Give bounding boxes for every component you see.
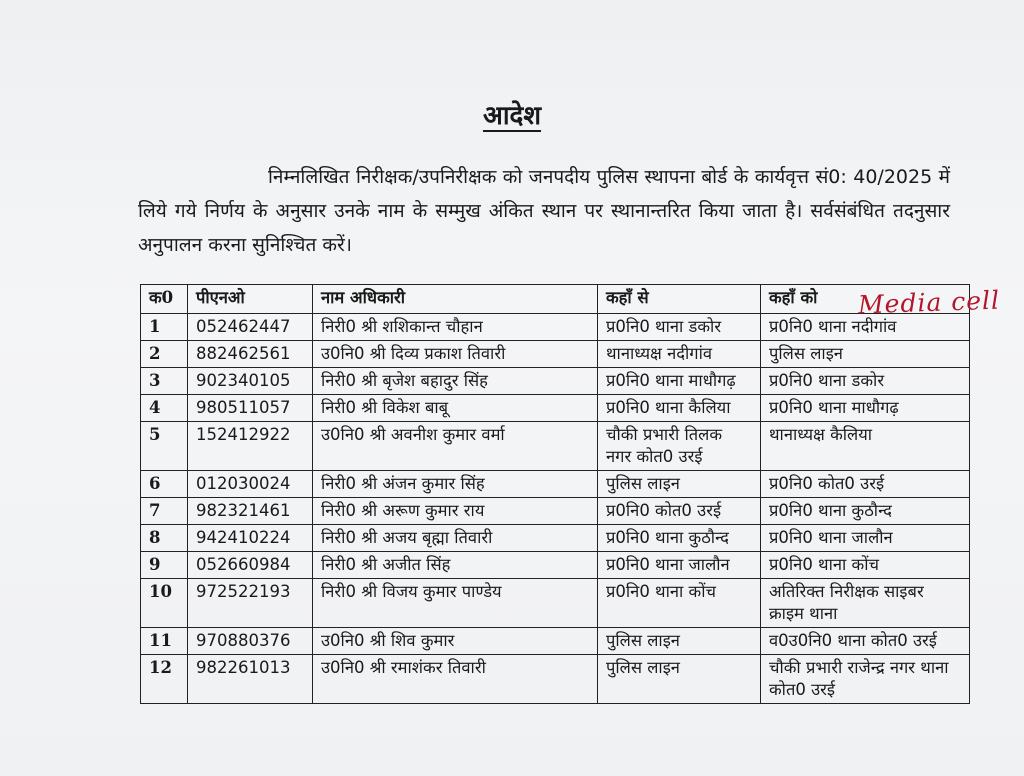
table-header-row bbox=[141, 285, 970, 314]
cell-to: पुलिस लाइन bbox=[761, 341, 970, 368]
table-row bbox=[141, 579, 970, 628]
cell-to: अतिरिक्त निरीक्षक साइबर क्राइम थाना bbox=[761, 579, 970, 628]
cell-num: 8 bbox=[141, 525, 188, 552]
cell-pno: 970880376 bbox=[188, 628, 313, 655]
cell-num: 12 bbox=[141, 655, 188, 704]
table-row bbox=[141, 552, 970, 579]
cell-to: प्र0नि0 कोत0 उरई bbox=[761, 471, 970, 498]
cell-to: प्र0नि0 थाना कुठौन्द bbox=[761, 498, 970, 525]
cell-name: निरी0 श्री विजय कुमार पाण्डेय bbox=[313, 579, 598, 628]
cell-from: प्र0नि0 थाना डकोर bbox=[598, 314, 761, 341]
cell-to: प्र0नि0 थाना डकोर bbox=[761, 368, 970, 395]
cell-num: 10 bbox=[141, 579, 188, 628]
header-to: कहाँ को bbox=[761, 285, 970, 314]
cell-from: प्र0नि0 थाना जालौन bbox=[598, 552, 761, 579]
cell-to: थानाध्यक्ष कैलिया bbox=[761, 422, 970, 471]
cell-pno: 982321461 bbox=[188, 498, 313, 525]
cell-pno: 152412922 bbox=[188, 422, 313, 471]
handwritten-note: Media cell bbox=[857, 285, 1001, 320]
title-text: आदेश bbox=[482, 101, 542, 131]
table-row bbox=[141, 655, 970, 704]
cell-name: उ0नि0 श्री दिव्य प्रकाश तिवारी bbox=[313, 341, 598, 368]
cell-pno: 052660984 bbox=[188, 552, 313, 579]
table-row bbox=[141, 368, 970, 395]
header-pno: पीएनओ bbox=[188, 285, 313, 314]
cell-pno: 012030024 bbox=[188, 471, 313, 498]
cell-from: प्र0नि0 थाना माधौगढ़ bbox=[598, 368, 761, 395]
cell-pno: 882462561 bbox=[188, 341, 313, 368]
table-row bbox=[141, 525, 970, 552]
cell-to: प्र0नि0 थाना जालौन bbox=[761, 525, 970, 552]
cell-num: 6 bbox=[141, 471, 188, 498]
cell-pno: 052462447 bbox=[188, 314, 313, 341]
header-num: क0 bbox=[141, 285, 188, 314]
cell-from: प्र0नि0 थाना कोंच bbox=[598, 579, 761, 628]
cell-num: 11 bbox=[141, 628, 188, 655]
cell-from: थानाध्यक्ष नदीगांव bbox=[598, 341, 761, 368]
cell-to: चौकी प्रभारी राजेन्द्र नगर थाना कोत0 उरई bbox=[761, 655, 970, 704]
cell-name: निरी0 श्री बृजेश बहादुर सिंह bbox=[313, 368, 598, 395]
table-row bbox=[141, 471, 970, 498]
cell-pno: 902340105 bbox=[188, 368, 313, 395]
cell-name: निरी0 श्री अंजन कुमार सिंह bbox=[313, 471, 598, 498]
table-row bbox=[141, 498, 970, 525]
cell-name: निरी0 श्री अरूण कुमार राय bbox=[313, 498, 598, 525]
cell-to: प्र0नि0 थाना कोंच bbox=[761, 552, 970, 579]
cell-name: निरी0 श्री अजय बृह्मा तिवारी bbox=[313, 525, 598, 552]
cell-from: पुलिस लाइन bbox=[598, 655, 761, 704]
cell-num: 5 bbox=[141, 422, 188, 471]
table-row bbox=[141, 314, 970, 341]
table-row bbox=[141, 341, 970, 368]
cell-from: पुलिस लाइन bbox=[598, 471, 761, 498]
transfer-table bbox=[140, 284, 970, 704]
cell-from: प्र0नि0 थाना कुठौन्द bbox=[598, 525, 761, 552]
cell-pno: 982261013 bbox=[188, 655, 313, 704]
table-row bbox=[141, 628, 970, 655]
cell-name: निरी0 श्री अजीत सिंह bbox=[313, 552, 598, 579]
cell-to: प्र0नि0 थाना नदीगांव bbox=[761, 314, 970, 341]
cell-name: उ0नि0 श्री अवनीश कुमार वर्मा bbox=[313, 422, 598, 471]
cell-num: 1 bbox=[141, 314, 188, 341]
cell-name: निरी0 श्री शशिकान्त चौहान bbox=[313, 314, 598, 341]
cell-num: 4 bbox=[141, 395, 188, 422]
cell-name: निरी0 श्री विकेश बाबू bbox=[313, 395, 598, 422]
header-from: कहाँ से bbox=[598, 285, 761, 314]
cell-pno: 980511057 bbox=[188, 395, 313, 422]
page-title bbox=[0, 96, 1024, 132]
cell-to: व0उ0नि0 थाना कोत0 उरई bbox=[761, 628, 970, 655]
cell-num: 7 bbox=[141, 498, 188, 525]
cell-from: प्र0नि0 कोत0 उरई bbox=[598, 498, 761, 525]
cell-num: 2 bbox=[141, 341, 188, 368]
cell-from: पुलिस लाइन bbox=[598, 628, 761, 655]
cell-num: 9 bbox=[141, 552, 188, 579]
cell-from: प्र0नि0 थाना कैलिया bbox=[598, 395, 761, 422]
header-name: नाम अधिकारी bbox=[313, 285, 598, 314]
table-row bbox=[141, 422, 970, 471]
table-row bbox=[141, 395, 970, 422]
cell-pno: 942410224 bbox=[188, 525, 313, 552]
cell-from: चौकी प्रभारी तिलक नगर कोत0 उरई bbox=[598, 422, 761, 471]
cell-name: उ0नि0 श्री रमाशंकर तिवारी bbox=[313, 655, 598, 704]
cell-pno: 972522193 bbox=[188, 579, 313, 628]
order-paragraph: निम्नलिखित निरीक्षक/उपनिरीक्षक को जनपदीय पुलिस स्थापना बोर्ड के कार्यवृत्त सं0: 40/2025 में लिये गये निर्णय के अनुसार उनके नाम के सम्मुख अंकित स्थान पर स्थानान्तरित किया जाता है। सर्वसंबंधित तदनुसार अनुपालन करना सुनिश्चित करें। bbox=[138, 166, 950, 256]
cell-to: प्र0नि0 थाना माधौगढ़ bbox=[761, 395, 970, 422]
cell-num: 3 bbox=[141, 368, 188, 395]
cell-name: उ0नि0 श्री शिव कुमार bbox=[313, 628, 598, 655]
